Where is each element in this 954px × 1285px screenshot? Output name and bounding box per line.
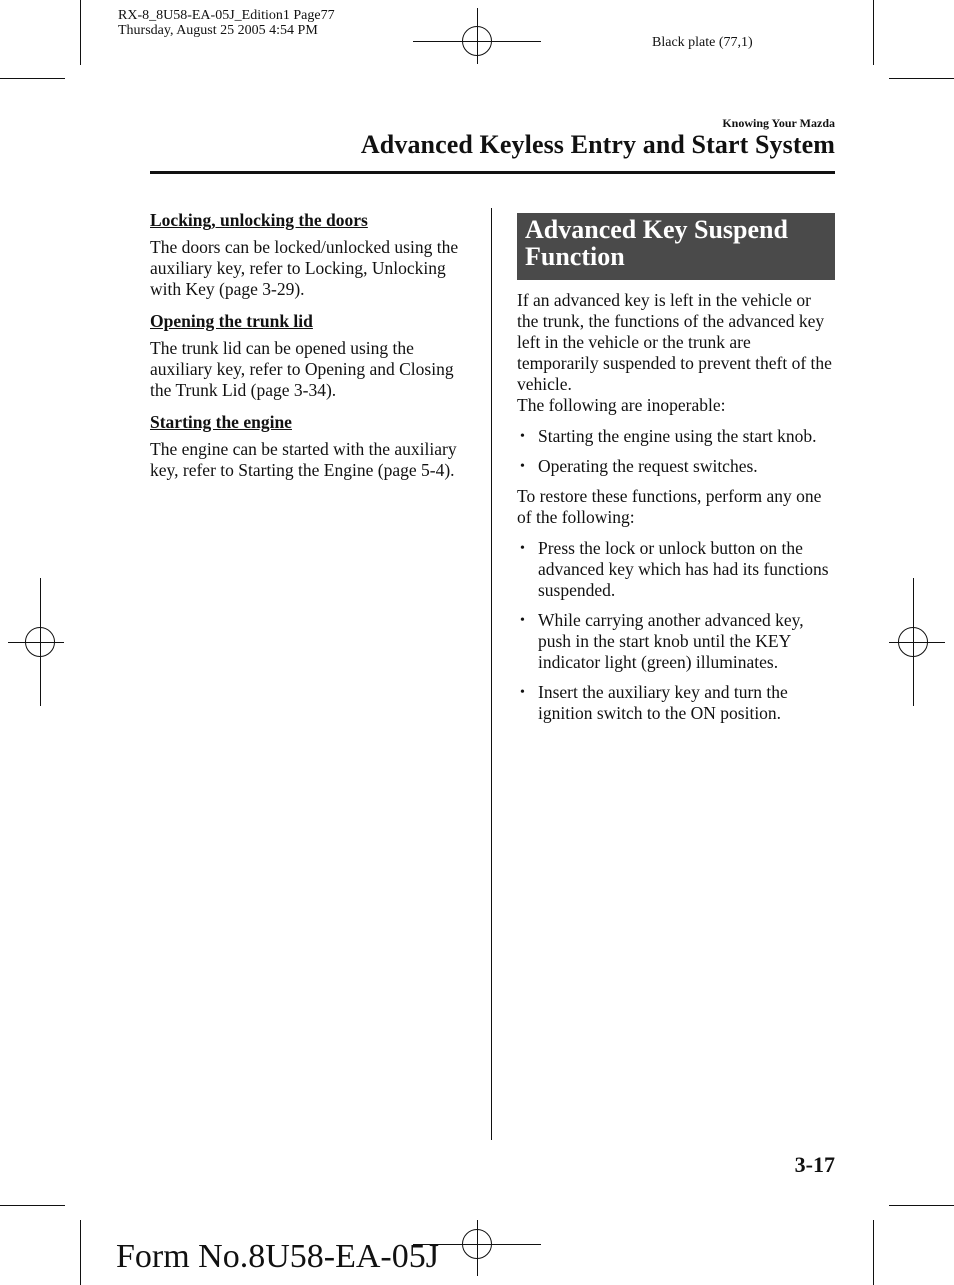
list-item: • Operating the request switches. xyxy=(517,456,835,477)
restore-label: To restore these functions, perform any one of the following: xyxy=(517,486,822,527)
print-date-line: Thursday, August 25 2005 4:54 PM xyxy=(118,23,318,38)
page-number: 3-17 xyxy=(794,1152,835,1177)
subsection-text: The trunk lid can be opened using the auxiliary key, refer to Opening and Closing the Trunk Lid (page 3-34). xyxy=(150,338,454,400)
page-title: Advanced Keyless Entry and Start System xyxy=(360,130,835,159)
section-banner: Advanced Key Suspend Function xyxy=(517,213,835,280)
restore-list xyxy=(517,538,835,724)
list-item: • While carrying another advanced key, push in the start knob until the KEY indicator light (green) illuminates. xyxy=(517,610,835,673)
list-item: • Press the lock or unlock button on the advanced key which has had its functions suspended. xyxy=(517,538,835,601)
inoperable-label: The following are inoperable: xyxy=(517,395,726,415)
subsection-heading: Locking, unlocking the doors xyxy=(150,210,368,230)
subsection-text: The doors can be locked/unlocked using the auxiliary key, refer to Locking, Unlocking with Key (page 3-29). xyxy=(150,237,459,299)
left-column xyxy=(150,210,470,492)
form-number: Form No.8U58-EA-05J xyxy=(116,1238,439,1275)
section-label: Knowing Your Mazda xyxy=(722,116,835,130)
subsection-text: The engine can be started with the auxiliary key, refer to Starting the Engine (page 5-4). xyxy=(150,439,457,480)
subsection-heading: Opening the trunk lid xyxy=(150,311,313,331)
inoperable-list xyxy=(517,426,835,477)
right-column xyxy=(517,290,835,733)
list-item: • Starting the engine using the start knob. xyxy=(517,426,835,447)
intro-paragraph: If an advanced key is left in the vehicle or the trunk, the functions of the advanced key left in the vehicle or the trunk are temporarily suspended to prevent theft of the vehicle. xyxy=(517,290,832,394)
column-divider xyxy=(491,208,492,1140)
header-rule xyxy=(150,171,835,174)
plate-label: Black plate (77,1) xyxy=(652,35,753,50)
list-item: • Insert the auxiliary key and turn the ignition switch to the ON position. xyxy=(517,682,835,724)
subsection-heading: Starting the engine xyxy=(150,412,292,432)
print-job-line: RX-8_8U58-EA-05J_Edition1 Page77 xyxy=(118,8,335,23)
